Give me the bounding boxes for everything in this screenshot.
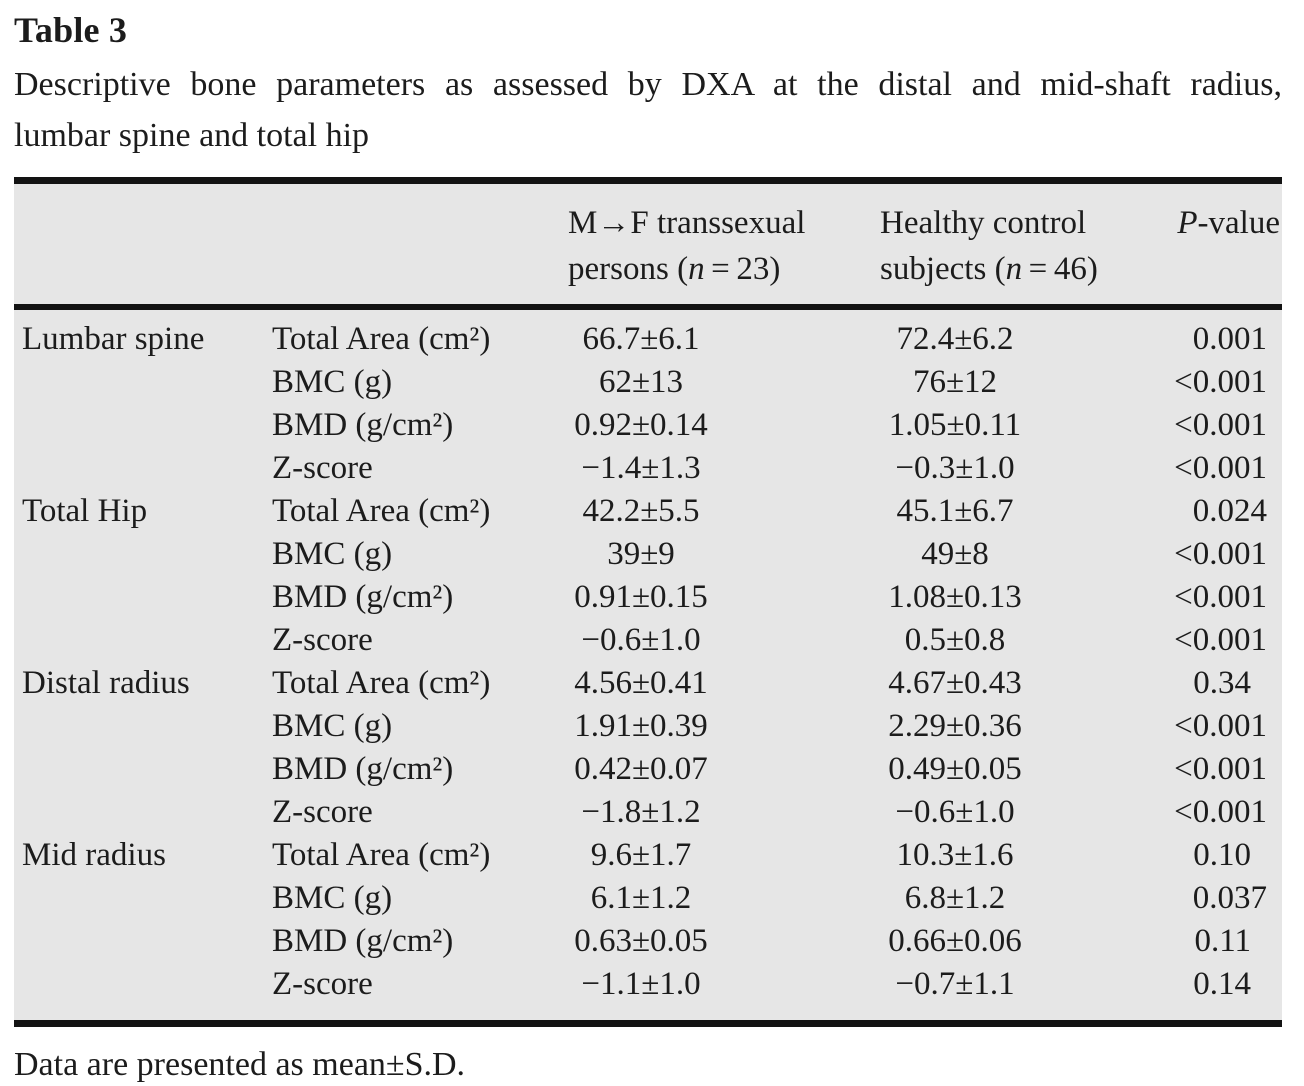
- table-row: [14, 963, 1282, 1006]
- control-value-cell: [880, 318, 1166, 361]
- table-row: [14, 748, 1282, 791]
- table-row: [14, 877, 1282, 920]
- column-header-mf: [568, 200, 880, 292]
- parameter-cell: Total Area (cm²): [272, 837, 491, 873]
- mf-header-line1: M→F transsexual: [568, 205, 806, 241]
- control-value: 1.05±0.11: [888, 407, 1022, 443]
- control-value-cell: [880, 533, 1166, 576]
- mf-value-cell: [568, 920, 880, 963]
- header-cell-parameter-empty: [272, 200, 568, 292]
- group-cell: [22, 705, 272, 748]
- p-value-cell: 0.024: [1192, 493, 1267, 529]
- table-row: [14, 920, 1282, 963]
- control-value-cell: [880, 834, 1166, 877]
- mf-value-cell: [568, 533, 880, 576]
- parameter-cell: BMD (g/cm²): [272, 407, 454, 443]
- p-value-cell: <0.001: [1174, 751, 1267, 787]
- parameter-cell: Total Area (cm²): [272, 321, 491, 357]
- control-value-cell: [880, 576, 1166, 619]
- control-value-cell: [880, 963, 1166, 1006]
- table-row: [14, 576, 1282, 619]
- group-cell: [22, 361, 272, 404]
- caption-line-1: Descriptive bone parameters as assessed by DXA at the distal and mid-shaft radius,: [14, 66, 1282, 103]
- mf-value: −1.1±1.0: [581, 966, 701, 1002]
- mf-value-cell: [568, 834, 880, 877]
- control-value: 6.8±1.2: [904, 880, 1006, 916]
- table-row: [14, 662, 1282, 705]
- mf-value-cell: [568, 576, 880, 619]
- control-value: 4.67±0.43: [888, 665, 1022, 701]
- mf-value: 9.6±1.7: [590, 837, 692, 873]
- p-value-cell: <0.001: [1174, 450, 1267, 486]
- p-value-cell: <0.001: [1174, 622, 1267, 658]
- parameter-cell: Total Area (cm²): [272, 493, 491, 529]
- control-value-cell: [880, 490, 1166, 533]
- control-value: 1.08±0.13: [888, 579, 1022, 615]
- parameter-cell: Total Area (cm²): [272, 665, 491, 701]
- table-header-row: [14, 184, 1282, 310]
- column-header-control: [880, 200, 1166, 292]
- control-value-cell: [880, 662, 1166, 705]
- parameter-cell: BMD (g/cm²): [272, 923, 454, 959]
- group-cell: Total Hip: [22, 493, 148, 529]
- table-row: [14, 619, 1282, 662]
- control-value-cell: [880, 920, 1166, 963]
- header-cell-group-empty: [22, 200, 272, 292]
- parameter-cell: Z-score: [272, 794, 373, 830]
- p-value-cell: 0.001: [1192, 321, 1267, 357]
- p-value-cell: 0.037: [1192, 880, 1267, 916]
- mf-value: 0.91±0.15: [574, 579, 708, 615]
- p-value-cell: <0.001: [1174, 536, 1267, 572]
- control-value: 72.4±6.2: [896, 321, 1014, 357]
- mf-value-cell: [568, 490, 880, 533]
- table-row: [14, 447, 1282, 490]
- mf-value: −1.8±1.2: [581, 794, 701, 830]
- mf-value-cell: [568, 318, 880, 361]
- mf-value-cell: [568, 748, 880, 791]
- group-cell: [22, 533, 272, 576]
- group-cell: [22, 619, 272, 662]
- control-value: 0.5±0.8: [904, 622, 1006, 658]
- mf-value-cell: [568, 963, 880, 1006]
- p-value-cell: 0.11: [1194, 923, 1251, 959]
- control-value-cell: [880, 619, 1166, 662]
- parameter-cell: BMD (g/cm²): [272, 751, 454, 787]
- p-value-cell: <0.001: [1174, 579, 1267, 615]
- table-row: [14, 705, 1282, 748]
- p-value-cell: 0.14: [1193, 966, 1251, 1002]
- control-header-line1: Healthy control: [880, 205, 1087, 241]
- control-value-cell: [880, 877, 1166, 920]
- mf-header-line2: persons (n = 23): [568, 251, 781, 287]
- control-value: −0.7±1.1: [895, 966, 1015, 1002]
- mf-value: 0.92±0.14: [574, 407, 708, 443]
- mf-value: 6.1±1.2: [590, 880, 692, 916]
- control-value: 45.1±6.7: [896, 493, 1014, 529]
- mf-value: 62±13: [598, 364, 684, 400]
- control-value: 2.29±0.36: [888, 708, 1022, 744]
- group-cell: Distal radius: [22, 665, 190, 701]
- table-row: [14, 533, 1282, 576]
- table-footnote: Data are presented as mean±S.D.: [14, 1046, 466, 1083]
- group-cell: [22, 963, 272, 1006]
- group-cell: [22, 920, 272, 963]
- table-row: [14, 490, 1282, 533]
- table-number: Table 3: [14, 10, 128, 50]
- p-value-cell: <0.001: [1174, 364, 1267, 400]
- mf-value: −1.4±1.3: [581, 450, 701, 486]
- group-cell: [22, 791, 272, 834]
- group-cell: [22, 748, 272, 791]
- parameter-cell: BMC (g): [272, 708, 393, 744]
- parameter-cell: Z-score: [272, 450, 373, 486]
- control-value: 0.66±0.06: [888, 923, 1022, 959]
- control-value-cell: [880, 404, 1166, 447]
- mf-value-cell: [568, 619, 880, 662]
- parameter-cell: BMC (g): [272, 364, 393, 400]
- mf-value-cell: [568, 877, 880, 920]
- table-row: [14, 791, 1282, 834]
- group-cell: [22, 877, 272, 920]
- mf-value-cell: [568, 662, 880, 705]
- control-header-line2: subjects (n = 46): [880, 251, 1098, 287]
- mf-value-cell: [568, 705, 880, 748]
- mf-value: 66.7±6.1: [582, 321, 700, 357]
- group-cell: [22, 404, 272, 447]
- control-value: 76±12: [912, 364, 998, 400]
- mf-value: 1.91±0.39: [574, 708, 708, 744]
- table-row: [14, 834, 1282, 877]
- mf-value-cell: [568, 791, 880, 834]
- table-row: [14, 404, 1282, 447]
- parameter-cell: Z-score: [272, 966, 373, 1002]
- control-value: 49±8: [921, 536, 989, 572]
- mf-value: 0.42±0.07: [574, 751, 708, 787]
- control-value: 0.49±0.05: [888, 751, 1022, 787]
- table-body: [14, 310, 1282, 1020]
- table-caption: [14, 59, 1282, 161]
- mf-value-cell: [568, 404, 880, 447]
- parameter-cell: BMD (g/cm²): [272, 579, 454, 615]
- control-value-cell: [880, 748, 1166, 791]
- group-cell: [22, 576, 272, 619]
- mf-value-cell: [568, 447, 880, 490]
- mf-value: −0.6±1.0: [581, 622, 701, 658]
- group-cell: [22, 447, 272, 490]
- mf-value: 4.56±0.41: [574, 665, 708, 701]
- p-value-cell: <0.001: [1174, 708, 1267, 744]
- control-value-cell: [880, 447, 1166, 490]
- mf-value: 39±9: [607, 536, 675, 572]
- control-value-cell: [880, 361, 1166, 404]
- p-value-cell: 0.34: [1193, 665, 1251, 701]
- table-row: [14, 318, 1282, 361]
- column-header-pvalue: P-value: [1177, 205, 1280, 241]
- control-value: 10.3±1.6: [896, 837, 1014, 873]
- parameter-cell: Z-score: [272, 622, 373, 658]
- group-cell: Mid radius: [22, 837, 166, 873]
- control-value: −0.6±1.0: [895, 794, 1015, 830]
- control-value-cell: [880, 705, 1166, 748]
- parameter-cell: BMC (g): [272, 536, 393, 572]
- p-value-cell: <0.001: [1174, 407, 1267, 443]
- data-table: [14, 177, 1282, 1027]
- caption-line-2: lumbar spine and total hip: [14, 117, 370, 154]
- mf-value: 42.2±5.5: [582, 493, 700, 529]
- p-value-cell: 0.10: [1193, 837, 1251, 873]
- table-row: [14, 361, 1282, 404]
- mf-value-cell: [568, 361, 880, 404]
- parameter-cell: BMC (g): [272, 880, 393, 916]
- mf-value: 0.63±0.05: [574, 923, 708, 959]
- p-value-cell: <0.001: [1174, 794, 1267, 830]
- control-value-cell: [880, 791, 1166, 834]
- group-cell: Lumbar spine: [22, 321, 205, 357]
- control-value: −0.3±1.0: [895, 450, 1015, 486]
